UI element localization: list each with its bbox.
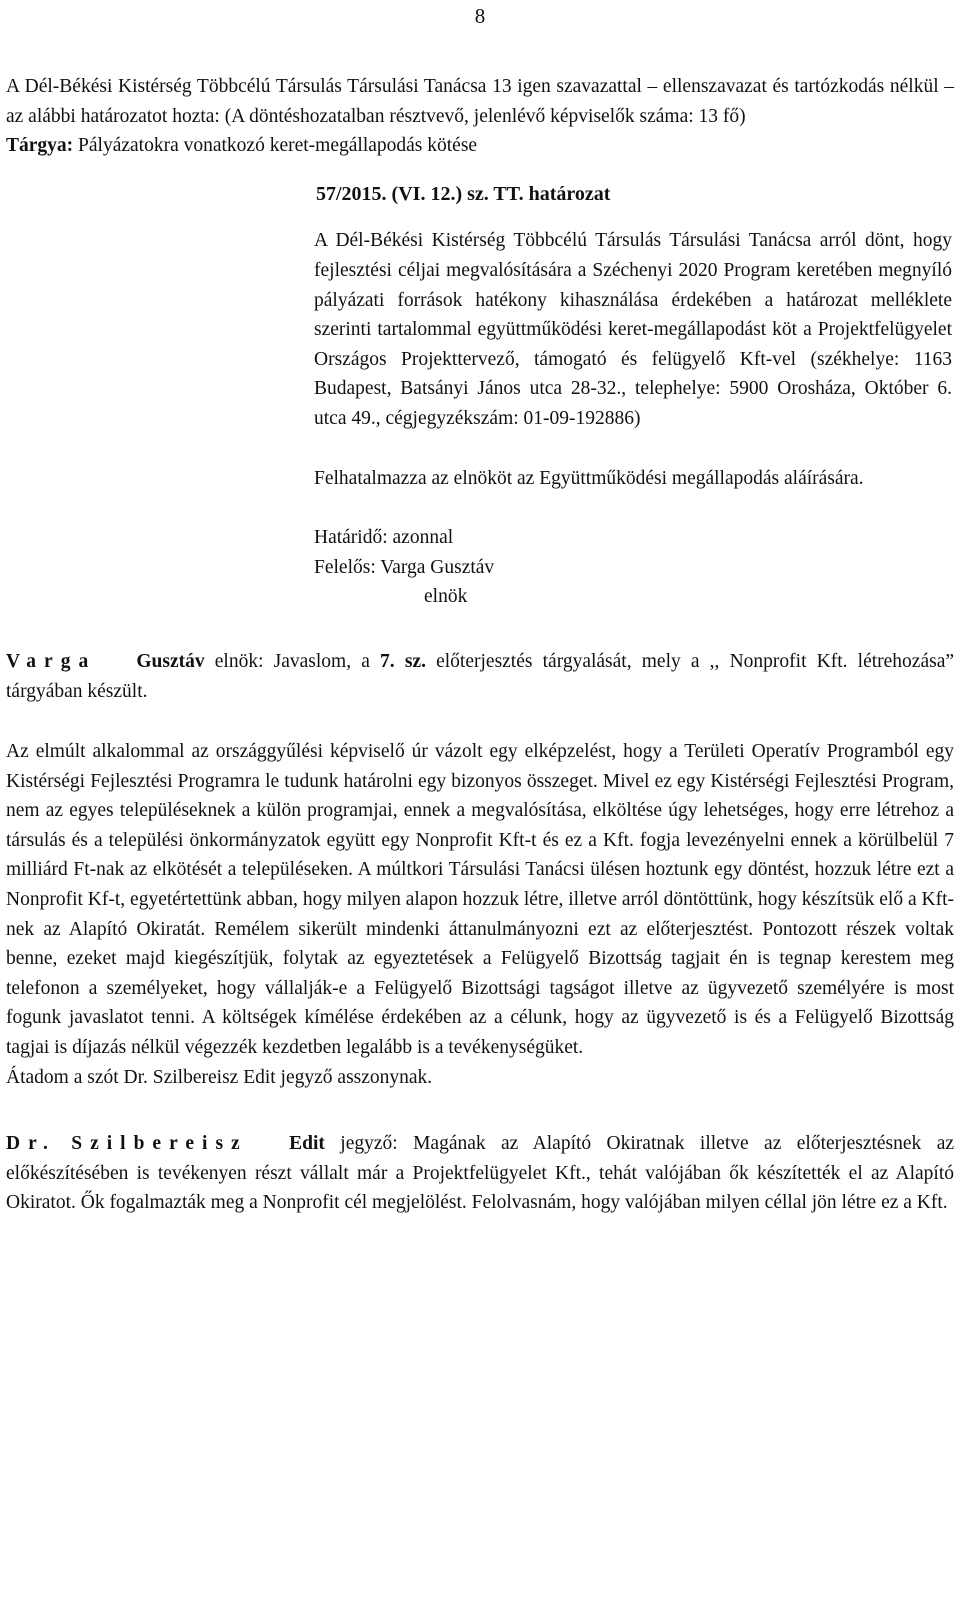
speech-szilbereisz-text: jegyző: Magának az Alapító Okiratnak illetve az előterjesztésnek az előkészítésében is tevékenyen részt vállalt már a Projektfelügyelet Kft., tehát valójában ők készítették el az Alapító Okiratot. Ők fogalmazták meg a Nonprofit cél megjelölést. Felolvasnám, hogy valójában milyen céllal jön létre ez a Kft. [6,1133,954,1214]
subject-line [6,131,954,161]
document-body [6,72,954,1218]
subject-label: Tárgya: [6,135,74,157]
resolution-responsible-role: elnök [424,586,468,608]
speech-szilbereisz [6,1129,954,1218]
resolution-responsible: Felelős: Varga Gusztáv [314,556,495,578]
subject-text: Pályázatokra vonatkozó keret-megállapodás kötése [73,135,478,157]
intro-paragraph: A Dél-Békési Kistérség Többcélú Társulás Társulási Tanácsa 13 igen szavazattal – ellenszavazat és tartózkodás nélkül – az alábbi határozatot hozta: (A döntéshozatalban résztvevő, jelenlévő képviselők száma: 13 fő) [6,76,954,127]
resolution-block [314,226,952,612]
resolution-deadline: Határidő: azonnal [314,527,454,549]
resolution-body: A Dél-Békési Kistérség Többcélú Társulás Társulási Tanácsa arról dönt, hogy fejlesztési céljai megvalósítására a Széchenyi 2020 Program keretében megnyíló pályázati források hatékony kihasználása érdekében a határozat melléklete szerinti tartalommal együttműködési keret-megállapodást köt a Projektfelügyelet Országos Projekttervező, támogató és felügyelő Kft-vel (székhelye: 1163 Budapest, Batsányi János utca 28-32., telephelye: 5900 Orosháza, Október 6. utca 49., cégjegyzékszám: 01-09-192886) [314,230,952,429]
main-paragraph: Az elmúlt alkalommal az országgyűlési képviselő úr vázolt egy elképzelést, hogy a Területi Operatív Programból egy Kistérségi Fejlesztési Programra le tudunk határolni egy bizonyos összeget. Mivel ez egy Kistérségi Fejlesztési Program, nem az egyes településeknek a külön programjai, ennek a megvalósítása, elköltése úgy lehetséges, hogy erre létrehoz a társulás és a települési önkormányzatok együtt egy Nonprofit Kft-t és ez a Kft. fogja levezényelni ennek a körülbelül 7 milliárd Ft-nak az elkötését a településeken. A múltkori Társulási Tanácsi ülésen hoztunk egy döntést, hozzuk létre ezt a Nonprofit Kf-t, egyetértettünk abban, hogy milyen alapon hozzuk létre, illetve arról döntöttünk, hogy készítsük elő a Kft-nek az Alapító Okiratát. Remélem sikerült mindenki áttanulmányozni ezt az előterjesztést. Pontozott részek voltak benne, ezeket majd kiegészítjük, folytak az egyeztetések a Felügyelő Bizottság tagjait én is tegnap kerestem meg telefonon a személyeket, hogy vállalják-e a Felügyelő Bizottsági tagságot illetve az ügyvezető személyére is most fogunk javaslatot tenni. A költségek kímélése érdekében az a célunk, hogy az ügyvezető is és a Felügyelő Bizottság tagjai is díjazás nélkül végezzék kezdetben legalább is a tevékenységüket. [6,741,954,1059]
speaker-varga-surname: Varga [6,650,97,672]
speaker-szilbereisz-firstname: Edit [273,1133,325,1155]
agenda-item-number: 7. sz. [380,650,426,672]
speaker-szilbereisz-surname: Szilbereisz [71,1133,248,1155]
speaker-title: Dr. [6,1133,56,1155]
speech-varga [6,647,954,706]
handover-line: Átadom a szót Dr. Szilbereisz Edit jegyző asszonynak. [6,1066,433,1088]
resolution-authorize: Felhatalmazza az elnököt az Együttműködési megállapodás aláírására. [314,467,864,489]
page-number: 8 [474,4,486,28]
speech-varga-text-b: előterjesztés tárgyalását, mely a ,, Nonprofit Kft. létrehozása” tárgyában készült. [6,650,955,702]
speech-varga-text-a: elnök: Javaslom, a [204,650,381,672]
speaker-varga-firstname: Gusztáv [126,650,205,672]
resolution-title: 57/2015. (VI. 12.) sz. TT. határozat [316,182,611,205]
